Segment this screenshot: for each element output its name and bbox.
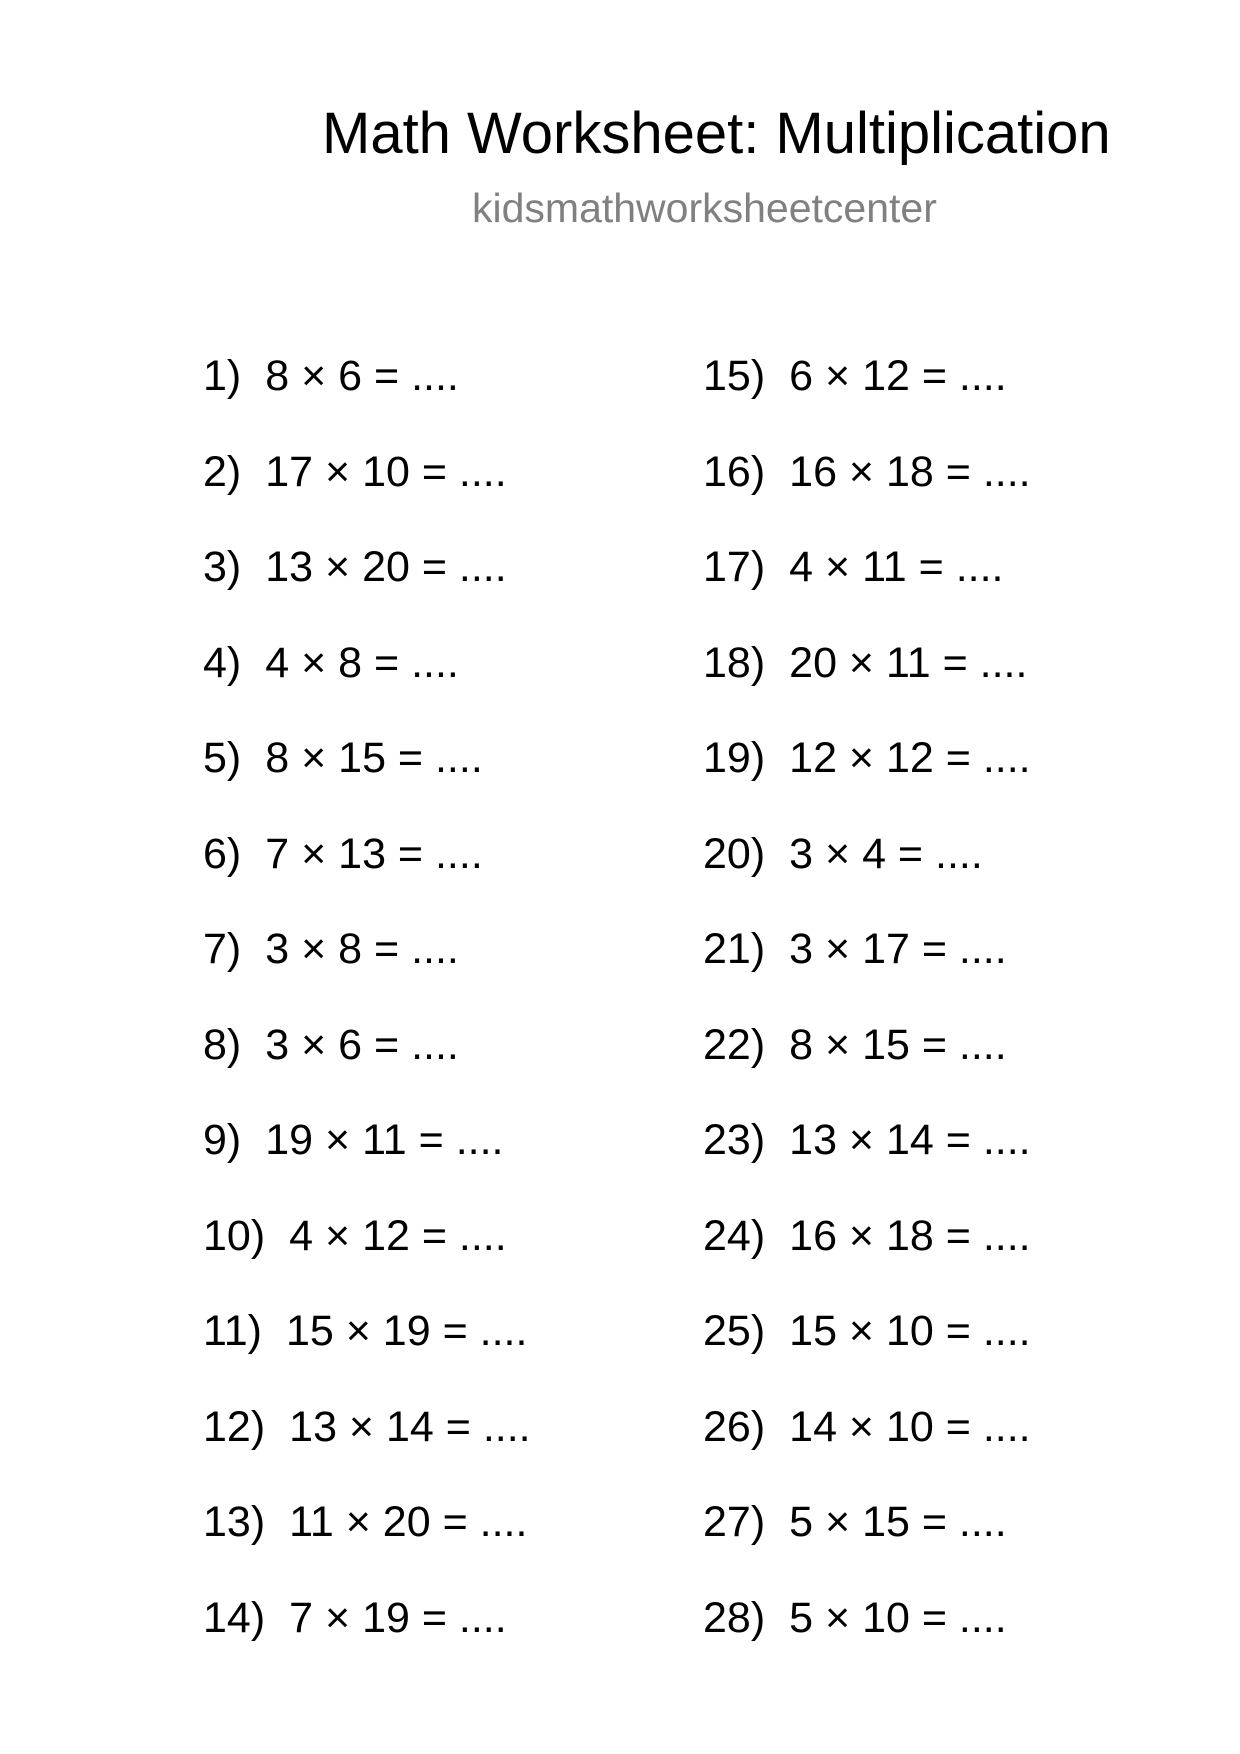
problem-column-right <box>703 350 1143 1687</box>
problem-number: 27) <box>703 1498 766 1546</box>
worksheet-source: kidsmathworksheetcenter <box>472 185 937 231</box>
problem-25 <box>703 1305 1143 1401</box>
problem-16 <box>703 446 1143 542</box>
problem-number: 25) <box>703 1307 766 1355</box>
problem-number: 22) <box>703 1020 766 1069</box>
problem-number: 19) <box>703 734 766 782</box>
problem-number: 6) <box>203 829 242 878</box>
problem-expression: 15 × 19 = .... <box>285 1307 528 1355</box>
problem-expression: 11 × 20 = .... <box>289 1498 528 1546</box>
problem-expression: 3 × 6 = .... <box>265 1020 459 1069</box>
problem-expression: 17 × 10 = .... <box>265 447 507 496</box>
problem-number: 10) <box>203 1211 266 1260</box>
problem-number: 9) <box>203 1116 242 1164</box>
problem-12 <box>203 1401 643 1497</box>
problem-number: 4) <box>203 638 242 687</box>
problem-number: 28) <box>703 1593 766 1642</box>
problem-19 <box>703 732 1143 828</box>
problem-20 <box>703 828 1143 924</box>
problem-number: 13) <box>203 1498 266 1546</box>
problem-8 <box>203 1019 643 1115</box>
problem-number: 21) <box>703 925 766 973</box>
problem-expression: 8 × 15 = .... <box>265 734 483 782</box>
problem-23 <box>703 1114 1143 1210</box>
problem-expression: 3 × 17 = .... <box>789 925 1007 973</box>
problem-10 <box>203 1210 643 1306</box>
problem-number: 23) <box>703 1116 766 1164</box>
problem-13 <box>203 1496 643 1592</box>
problem-1 <box>203 350 643 446</box>
problem-expression: 20 × 11 = .... <box>789 638 1028 687</box>
problem-number: 16) <box>703 447 766 496</box>
problem-5 <box>203 732 643 828</box>
problem-expression: 13 × 20 = .... <box>265 543 507 591</box>
problem-11 <box>203 1305 643 1401</box>
problem-number: 18) <box>703 638 766 687</box>
problem-26 <box>703 1401 1143 1497</box>
problem-28 <box>703 1592 1143 1688</box>
problem-2 <box>203 446 643 542</box>
problem-number: 5) <box>203 734 242 782</box>
problem-expression: 3 × 4 = .... <box>789 829 983 878</box>
problem-expression: 5 × 10 = .... <box>789 1593 1007 1642</box>
problem-expression: 4 × 12 = .... <box>289 1211 507 1260</box>
problem-9 <box>203 1114 643 1210</box>
problem-24 <box>703 1210 1143 1306</box>
problem-number: 2) <box>203 447 242 496</box>
problem-number: 14) <box>203 1593 266 1642</box>
problem-17 <box>703 541 1143 637</box>
problem-expression: 19 × 11 = .... <box>265 1116 504 1164</box>
problem-expression: 6 × 12 = .... <box>789 352 1007 400</box>
problem-number: 15) <box>703 352 766 400</box>
problem-number: 8) <box>203 1020 242 1069</box>
problem-expression: 7 × 13 = .... <box>265 829 483 878</box>
problem-27 <box>703 1496 1143 1592</box>
problem-expression: 7 × 19 = .... <box>289 1593 507 1642</box>
problem-expression: 5 × 15 = .... <box>789 1498 1007 1546</box>
problem-6 <box>203 828 643 924</box>
problem-21 <box>703 923 1143 1019</box>
problem-expression: 4 × 8 = .... <box>265 638 459 687</box>
problem-number: 26) <box>703 1402 766 1451</box>
worksheet-title: Math Worksheet: Multiplication <box>322 101 1111 166</box>
problem-22 <box>703 1019 1143 1115</box>
problem-expression: 8 × 6 = .... <box>265 352 459 400</box>
problem-column-left <box>203 350 643 1687</box>
problem-number: 20) <box>703 829 766 878</box>
problem-number: 7) <box>203 925 242 973</box>
problem-expression: 12 × 12 = .... <box>789 734 1031 782</box>
problem-number: 17) <box>703 543 766 591</box>
problem-7 <box>203 923 643 1019</box>
problem-number: 12) <box>203 1402 266 1451</box>
problem-expression: 13 × 14 = .... <box>289 1402 531 1451</box>
problem-expression: 16 × 18 = .... <box>789 447 1031 496</box>
problem-14 <box>203 1592 643 1688</box>
problem-expression: 14 × 10 = .... <box>789 1402 1031 1451</box>
problem-3 <box>203 541 643 637</box>
problem-expression: 8 × 15 = .... <box>789 1020 1007 1069</box>
problem-4 <box>203 637 643 733</box>
problem-expression: 15 × 10 = .... <box>789 1307 1031 1355</box>
problem-number: 3) <box>203 543 242 591</box>
problem-15 <box>703 350 1143 446</box>
problem-expression: 13 × 14 = .... <box>789 1116 1031 1164</box>
problem-number: 1) <box>203 352 242 400</box>
problem-expression: 16 × 18 = .... <box>789 1211 1031 1260</box>
problem-number: 11) <box>203 1307 262 1355</box>
problem-number: 24) <box>703 1211 766 1260</box>
problem-18 <box>703 637 1143 733</box>
problem-expression: 4 × 11 = .... <box>789 543 1004 591</box>
problem-expression: 3 × 8 = .... <box>265 925 459 973</box>
